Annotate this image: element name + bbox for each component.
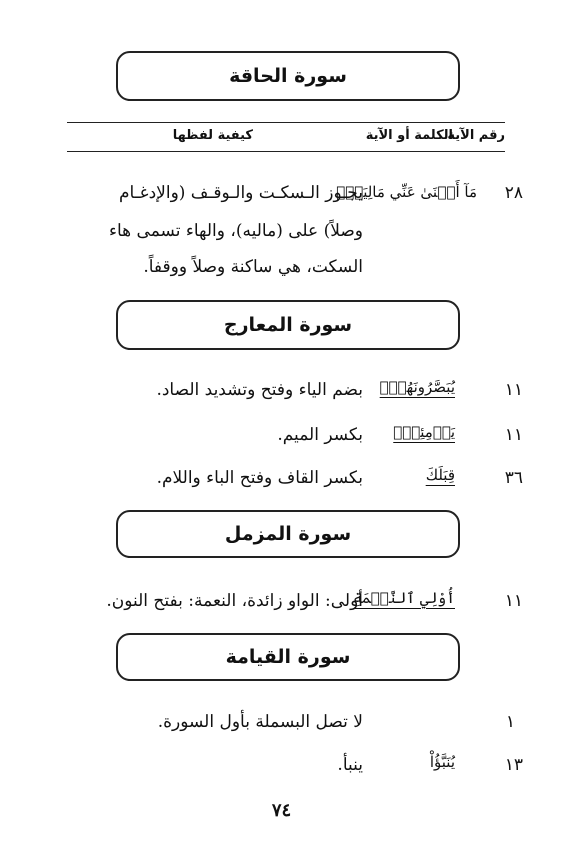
verse-word: يَوۡمِئِذِۭ <box>393 423 455 441</box>
verse-word: يُنَبَّؤُاْ <box>429 753 455 771</box>
verse-word: أُوْلِي ٱلنَّعۡمَةِ <box>353 589 455 607</box>
explanation: لا تصل البسملة بأول السورة. <box>157 712 363 732</box>
verse-word: قِبَلَكَ <box>425 466 455 484</box>
header-bottom-rule <box>67 151 505 152</box>
verse-number: ١١ <box>504 591 523 611</box>
verse-word: مَآ أَغۡنَىٰ عَنِّي مَالِيَهۡۜ <box>336 183 477 201</box>
explanation: بكسر القاف وفتح الباء واللام. <box>156 468 363 488</box>
verse-number: ١١ <box>504 425 523 445</box>
surah-title: سورة الحاقة <box>229 65 347 87</box>
verse-number: ١ <box>505 712 515 732</box>
explanation: ينبأ. <box>337 755 363 775</box>
surah-title-box-qiyama <box>116 633 460 681</box>
explanation: بكسر الميم. <box>277 425 363 445</box>
explanation: بضم الياء وفتح وتشديد الصاد. <box>156 380 363 400</box>
verse-number: ٢٨ <box>504 183 523 203</box>
surah-title-box-muzzammil <box>116 510 460 558</box>
surah-title-box-maarij <box>116 300 460 350</box>
explanation-line: يجـوز الـسكـت والـوقـف (والإدغـام <box>119 183 363 203</box>
verse-number: ٣٦ <box>504 468 523 488</box>
verse-number: ١١ <box>504 380 523 400</box>
explanation-line: السكت، هي ساكنة وصلاً ووقفاً. <box>143 257 363 277</box>
surah-title: سورة القيامة <box>225 646 351 668</box>
verse-word: يُبَصَّرُونَهُمۡۚ <box>379 378 455 396</box>
header-col-pronunciation: كيفية لفظها <box>172 128 253 143</box>
surah-title: سورة المزمل <box>224 523 352 545</box>
header-col-number: رقم الآية <box>447 128 505 143</box>
header-col-word: الكلمة أو الآية <box>365 128 453 143</box>
surah-title: سورة المعارج <box>223 314 353 336</box>
verse-number: ١٣ <box>504 755 523 775</box>
explanation: أولى: الواو زائدة، النعمة: بفتح النون. <box>106 591 363 611</box>
surah-title-box-haqqa <box>116 51 460 101</box>
header-top-rule <box>67 122 505 123</box>
page-number: ٧٤ <box>271 800 292 821</box>
explanation-line: وصلاً) على (ماليه)، والهاء تسمى هاء <box>109 221 363 241</box>
